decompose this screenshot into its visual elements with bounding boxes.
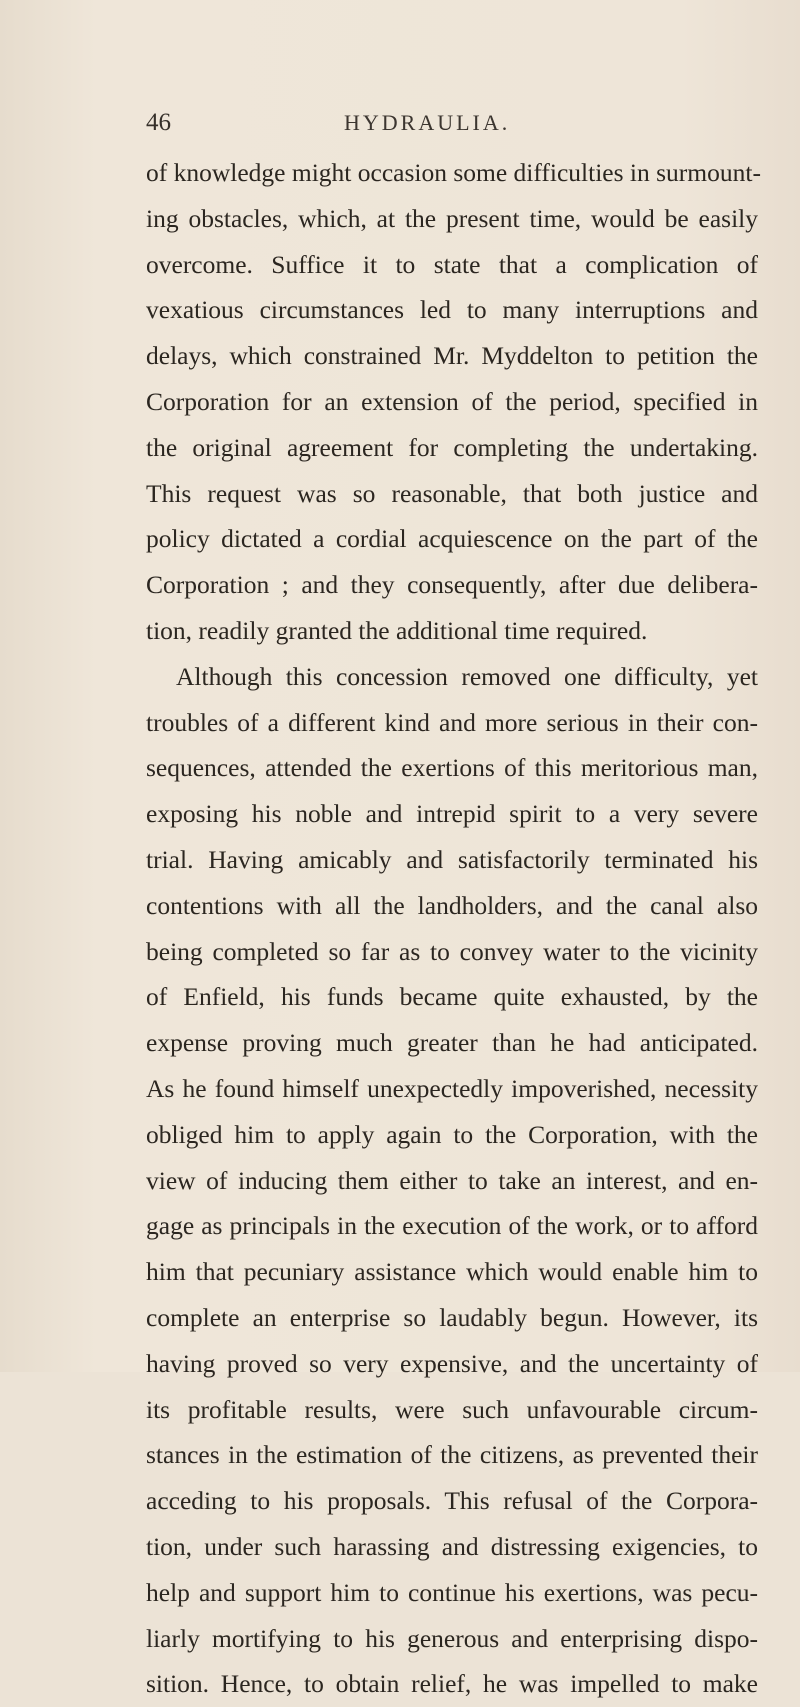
page-number: 46	[146, 109, 171, 136]
text-line: sequences, attended the exertions of this meritorious man,	[146, 753, 758, 783]
text-line: stances in the estimation of the citizens, as prevented their	[146, 1440, 758, 1470]
text-line: policy dictated a cordial acquiescence on the part of the	[146, 524, 758, 554]
text-line: having proved so very expensive, and the uncertainty of	[146, 1348, 758, 1378]
text-line: being completed so far as to convey water to the vicinity	[146, 936, 758, 966]
text-line: This request was so reasonable, that both justice and	[146, 478, 758, 508]
paragraph-end-line: tion, readily granted the additional time required.	[146, 615, 648, 645]
text-line: the original agreement for completing the undertaking.	[146, 432, 758, 462]
running-head: HYDRAULIA.	[344, 110, 511, 135]
text-line: As he found himself unexpectedly impoverished, necessity	[146, 1073, 758, 1103]
text-line: complete an enterprise so laudably begun. However, its	[146, 1302, 758, 1332]
text-line: Corporation ; and they consequently, after due delibera-	[146, 570, 758, 600]
text-line: Corporation for an extension of the period, specified in	[146, 386, 758, 416]
text-line: expense proving much greater than he had anticipated.	[146, 1028, 758, 1058]
text-line: him that pecuniary assistance which would enable him to	[146, 1257, 758, 1287]
paragraph-start-line: Although this concession removed one difficulty, yet	[176, 661, 758, 691]
body-text	[146, 150, 761, 1707]
text-line: overcome. Suffice it to state that a complication of	[146, 249, 758, 279]
text-line: help and support him to continue his exertions, was pecu-	[146, 1577, 758, 1607]
text-line: delays, which constrained Mr. Myddelton to petition the	[146, 341, 758, 371]
text-line: exposing his noble and intrepid spirit to a very severe	[146, 799, 758, 829]
text-line: of Enfield, his funds became quite exhausted, by the	[146, 982, 758, 1012]
text-line: vexatious circumstances led to many interruptions and	[146, 295, 758, 325]
text-line: view of inducing them either to take an interest, and en-	[146, 1165, 758, 1195]
text-line: of knowledge might occasion some difficulties in surmount-	[146, 158, 761, 187]
text-line: its profitable results, were such unfavourable circum-	[146, 1394, 758, 1424]
text-line: tion, under such harassing and distressing exigencies, to	[146, 1531, 758, 1561]
text-line: gage as principals in the execution of the work, or to afford	[146, 1211, 758, 1241]
text-line: ing obstacles, which, at the present time, would be easily	[146, 203, 758, 233]
text-line: acceding to his proposals. This refusal of the Corpora-	[146, 1486, 758, 1516]
text-line: sition. Hence, to obtain relief, he was impelled to make	[146, 1669, 758, 1699]
text-line: contentions with all the landholders, and the canal also	[146, 890, 758, 920]
page-header	[146, 106, 746, 140]
text-line: liarly mortifying to his generous and enterprising dispo-	[146, 1623, 758, 1653]
text-line: troubles of a different kind and more serious in their con-	[146, 707, 758, 737]
text-line: trial. Having amicably and satisfactorily terminated his	[146, 844, 758, 874]
text-line: obliged him to apply again to the Corporation, with the	[146, 1119, 758, 1149]
